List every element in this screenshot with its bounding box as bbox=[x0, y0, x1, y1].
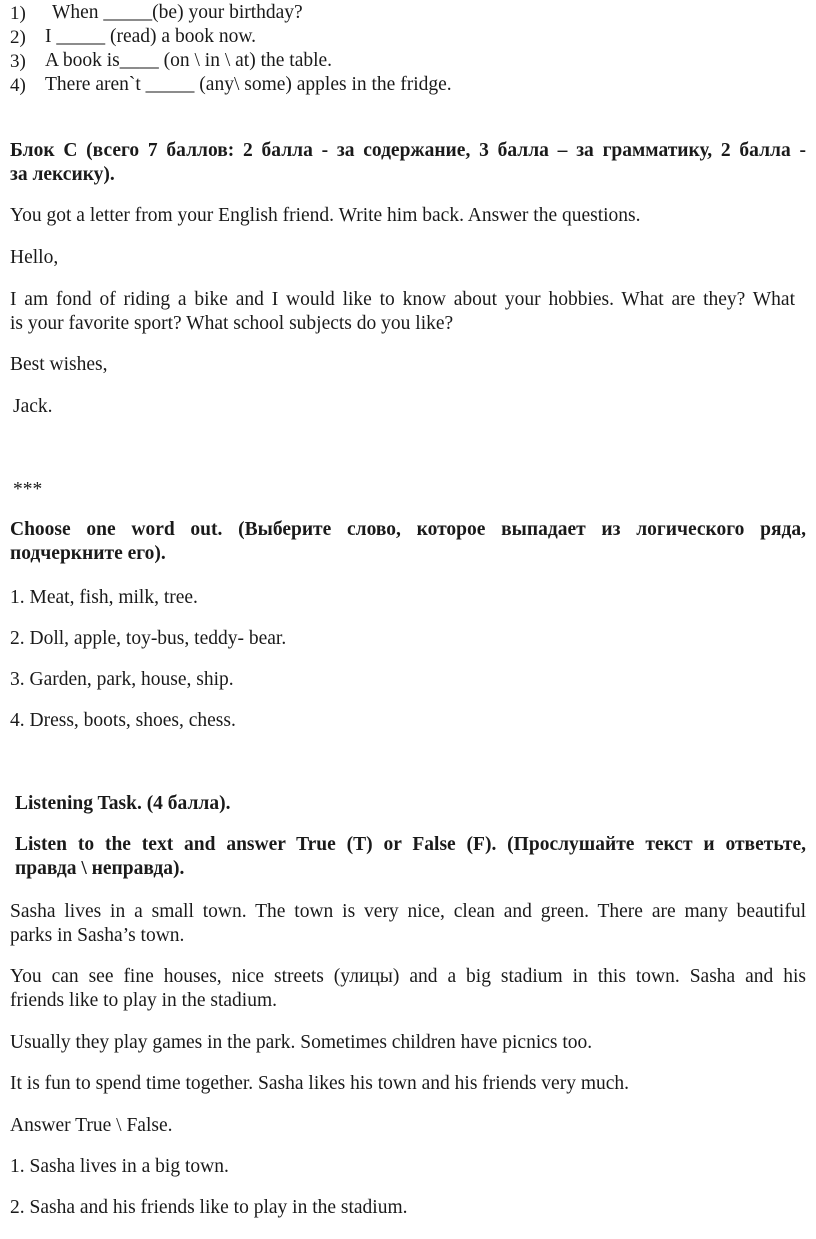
letter-body-line2: is your favorite sport? What school subjects do you like? bbox=[10, 313, 454, 334]
list-item: I _____ (read) a book now. bbox=[45, 26, 257, 47]
letter-signature: Jack. bbox=[13, 396, 53, 417]
answer-prompt: Answer True \ False. bbox=[10, 1115, 173, 1136]
odd-one-out-item: 4. Dress, boots, shoes, chess. bbox=[10, 710, 236, 731]
list-item: There aren`t _____ (any\ some) apples in the fridge. bbox=[45, 74, 452, 95]
odd-one-out-heading-line1: Choose one word out. (Выберите слово, которое выпадает из логического ряда, bbox=[10, 519, 806, 540]
letter-closing: Best wishes, bbox=[10, 354, 108, 375]
listening-instruction-line1: Listen to the text and answer True (T) or False (F). (Прослушайте текст и ответьте, bbox=[15, 834, 806, 855]
list-number: 1) bbox=[10, 3, 26, 24]
section-separator: *** bbox=[13, 479, 43, 500]
listening-title: Listening Task. (4 балла). bbox=[15, 793, 231, 814]
question-item: 2. Sasha and his friends like to play in the stadium. bbox=[10, 1197, 408, 1218]
letter-greeting: Hello, bbox=[10, 247, 59, 268]
block-c-heading-line1: Блок С (всего 7 баллов: 2 балла - за содержание, 3 балла – за грамматику, 2 балла - bbox=[10, 140, 806, 161]
odd-one-out-item: 3. Garden, park, house, ship. bbox=[10, 669, 234, 690]
odd-one-out-item: 2. Doll, apple, toy-bus, teddy- bear. bbox=[10, 628, 287, 649]
listening-text-line: It is fun to spend time together. Sasha likes his town and his friends very much. bbox=[10, 1073, 630, 1094]
listening-text-line: parks in Sasha’s town. bbox=[10, 925, 185, 946]
listening-text-line: Sasha lives in a small town. The town is very nice, clean and green. There are many beautiful bbox=[10, 901, 806, 922]
question-item: 1. Sasha lives in a big town. bbox=[10, 1156, 229, 1177]
list-number: 3) bbox=[10, 51, 26, 72]
odd-one-out-item: 1. Meat, fish, milk, tree. bbox=[10, 587, 198, 608]
listening-text-line: friends like to play in the stadium. bbox=[10, 990, 277, 1011]
list-number: 4) bbox=[10, 75, 26, 96]
block-c-instruction: You got a letter from your English friend. Write him back. Answer the questions. bbox=[10, 205, 641, 226]
letter-body-line1: I am fond of riding a bike and I would like to know about your hobbies. What are they? What bbox=[10, 289, 795, 310]
list-item: A book is____ (on \ in \ at) the table. bbox=[45, 50, 333, 71]
listening-instruction-line2: правда \ неправда). bbox=[15, 858, 185, 879]
listening-text-line: Usually they play games in the park. Sometimes children have picnics too. bbox=[10, 1032, 593, 1053]
listening-text-line: You can see fine houses, nice streets (улицы) and a big stadium in this town. Sasha and his bbox=[10, 966, 806, 987]
odd-one-out-heading-line2: подчеркните его). bbox=[10, 543, 166, 564]
list-number: 2) bbox=[10, 27, 26, 48]
block-c-heading-line2: за лексику). bbox=[10, 164, 115, 185]
list-item: When _____(be) your birthday? bbox=[52, 2, 303, 23]
